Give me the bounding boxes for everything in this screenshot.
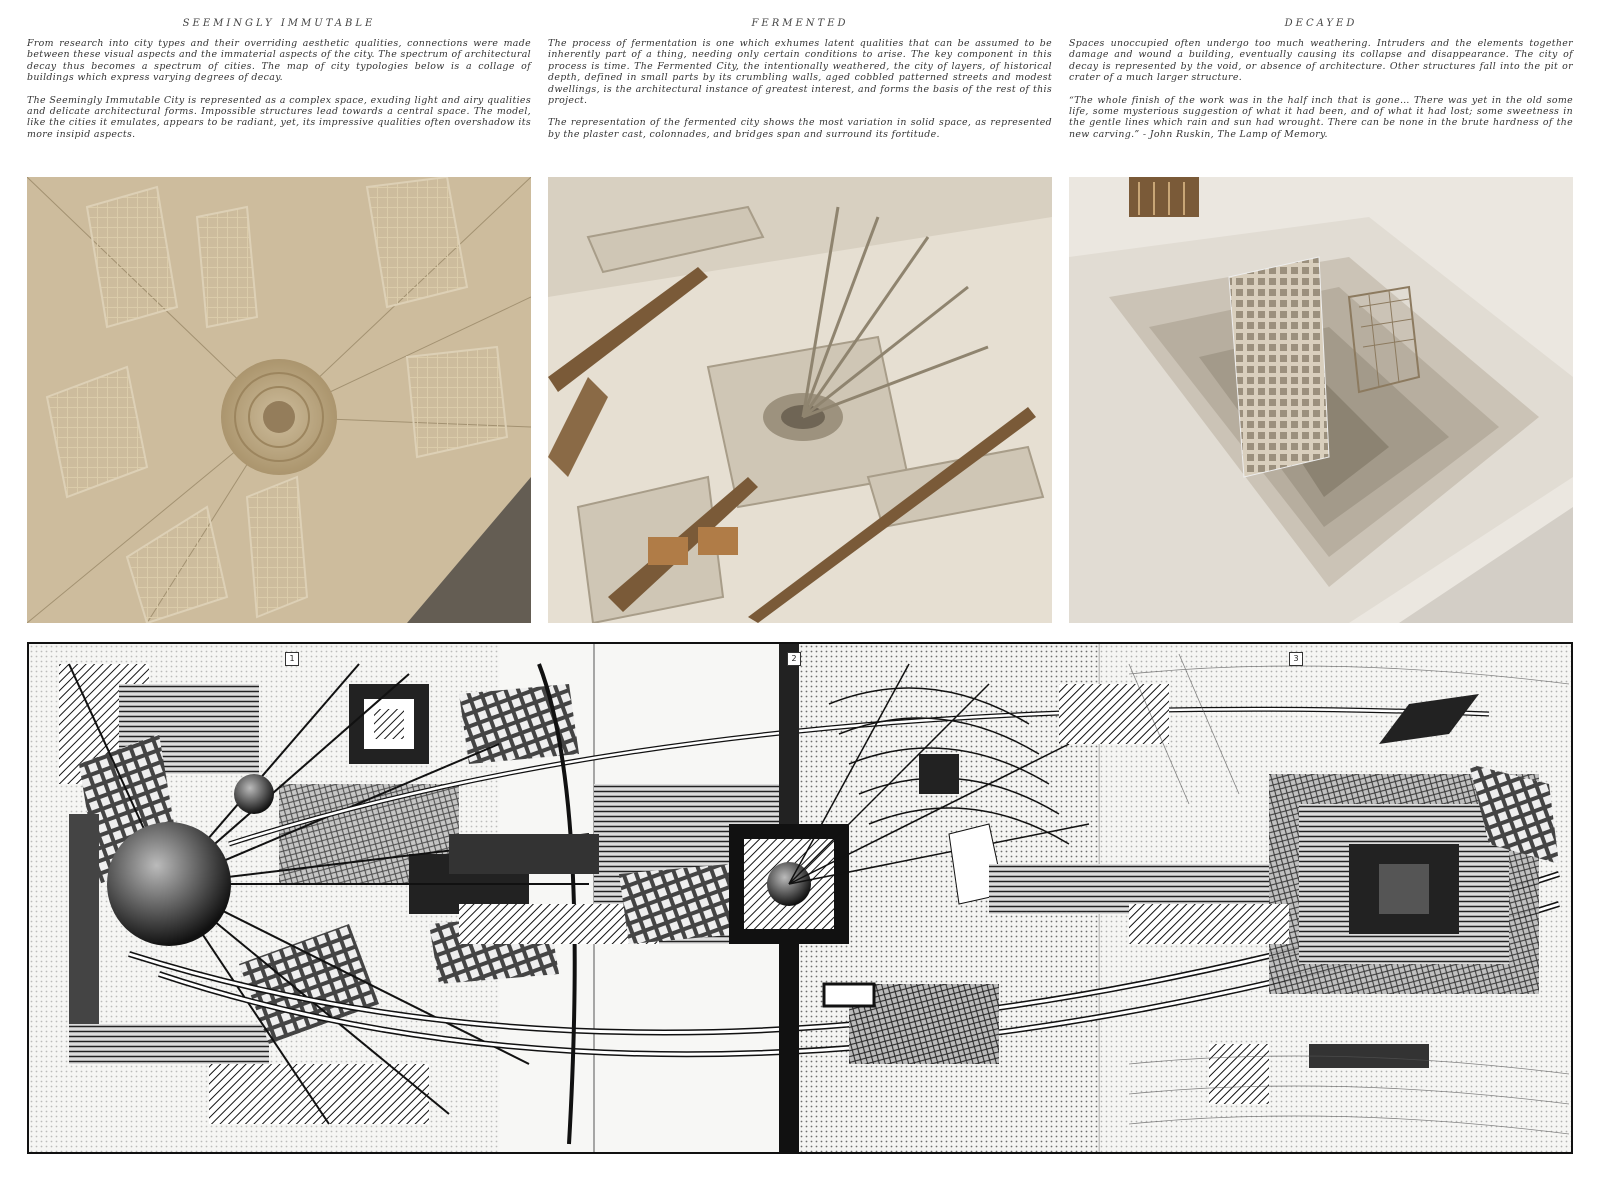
zone-label: 1 (285, 652, 299, 666)
column-body (27, 38, 531, 140)
model-photo-decayed (1069, 177, 1573, 623)
paragraph: The Seemingly Immutable City is represented as a complex space, exuding light and airy qualities and delicate architectural forms. Impossible structures lead towards a central space. The model, like the cities it emulates, appears to be radiant, yet, its impressive qualities often overshadow its more insipid aspects. (27, 94, 531, 140)
model-photo-fermented (548, 177, 1052, 623)
city-typology-map (27, 642, 1573, 1154)
column-title: FERMENTED (751, 18, 849, 29)
column-body (1069, 38, 1573, 140)
paragraph: From research into city types and their overriding aesthetic qualities, connections were made between these visual aspects and the immaterial aspects of the city. The spectrum of architectural decay thus becomes a spectrum of cities. The map of city typologies below is a collage of buildings which express varying degrees of decay. (27, 38, 531, 84)
zone-label: 2 (787, 652, 801, 666)
column-title: SEEMINGLY IMMUTABLE (182, 18, 376, 29)
column-seemingly-immutable (27, 18, 531, 151)
paragraph: “The whole finish of the work was in the half inch that is gone… There was yet in the old some life, some mysterious suggestion of what it had been, and of what it had lost; some sweetness in the gentle lines which rain and sun had wrought. There can be none in the brute hardness of the new carving.” - John Ruskin, The Lamp of Memory. (1069, 94, 1573, 140)
zone-label: 3 (1289, 652, 1303, 666)
paragraph: The process of fermentation is one which exhumes latent qualities that can be assumed to be inherently part of a thing, needing only certain conditions to arise. The key component in this process is time. The Fermented City, the intentionally weathered, the city of layers, of historical depth, defined in small parts by its crumbling walls, aged cobbled patterned streets and modest dwellings, is the architectural instance of greatest interest, and forms the basis of the rest of this project. (548, 38, 1052, 107)
model-photo-seemingly-immutable (27, 177, 531, 623)
column-decayed (1069, 18, 1573, 151)
column-fermented (548, 18, 1052, 151)
column-body (548, 38, 1052, 140)
column-title: DECAYED (1284, 18, 1358, 29)
paragraph: The representation of the fermented city shows the most variation in solid space, as represented by the plaster cast, colonnades, and bridges span and surround its fortitude. (548, 117, 1052, 140)
paragraph: Spaces unoccupied often undergo too much weathering. Intruders and the elements together damage and wound a building, eventually causing its collapse and disappearance. The city of decay is represented by the void, or absence of architecture. Other structures fall into the pit or crater of a much larger structure. (1069, 38, 1573, 84)
